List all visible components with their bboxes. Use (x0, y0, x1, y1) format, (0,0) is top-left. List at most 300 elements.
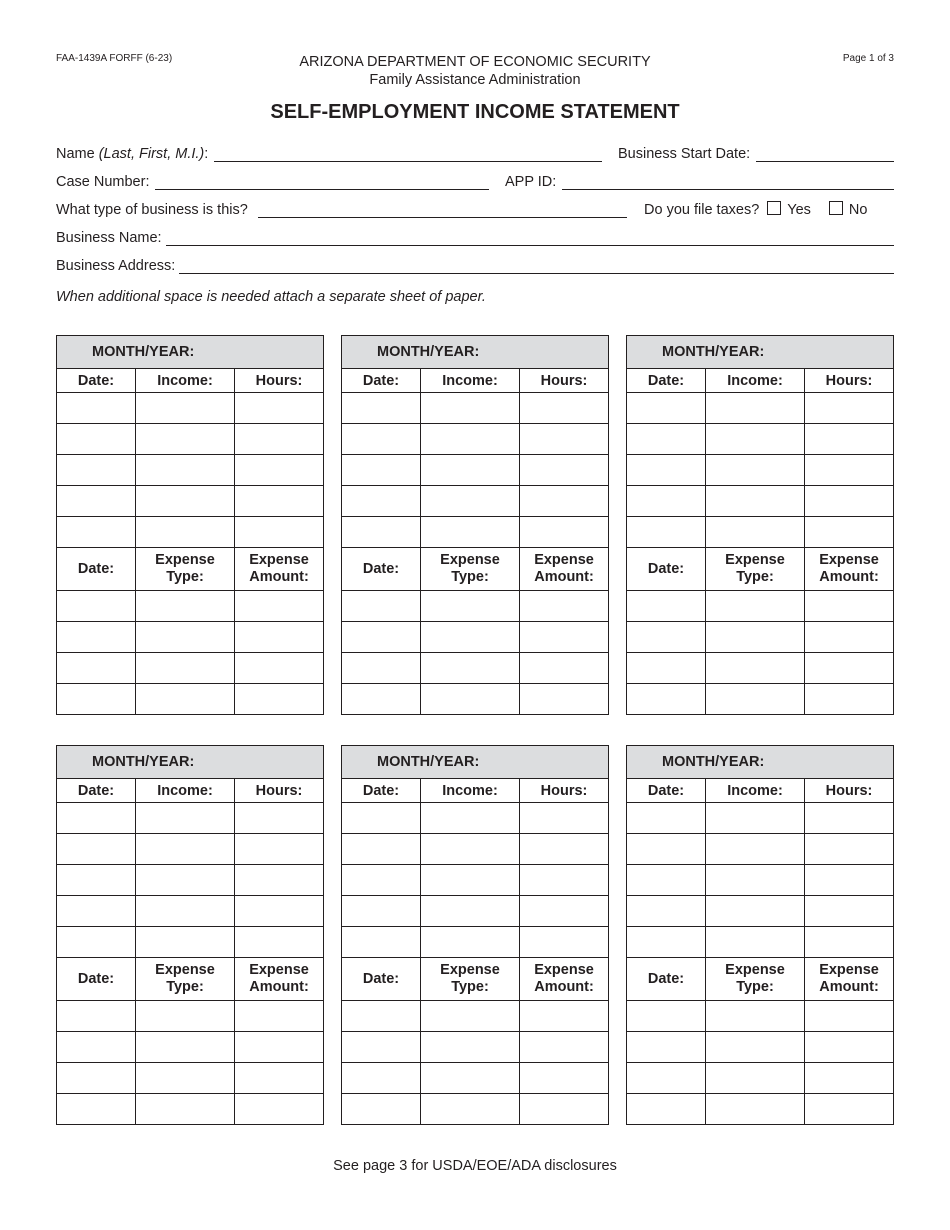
entry-cell[interactable] (805, 517, 894, 548)
expense-amount-column-header-line-1: Expense (819, 962, 879, 978)
entry-cell[interactable] (706, 393, 805, 424)
entry-cell[interactable] (235, 865, 324, 896)
file-taxes-field (644, 198, 894, 218)
entry-cell[interactable] (706, 896, 805, 927)
entry-cell[interactable] (57, 803, 136, 834)
entry-cell[interactable] (57, 896, 136, 927)
income-row (342, 865, 609, 896)
entry-cell[interactable] (136, 424, 235, 455)
entry-cell[interactable] (706, 865, 805, 896)
entry-cell[interactable] (235, 424, 324, 455)
entry-cell[interactable] (136, 803, 235, 834)
entry-cell[interactable] (342, 1063, 421, 1094)
expense-date-column-header: Date: (57, 548, 136, 591)
entry-cell[interactable] (706, 455, 805, 486)
entry-cell[interactable] (627, 834, 706, 865)
expense-amount-column-header-line-2: Amount: (534, 979, 594, 995)
entry-cell[interactable] (520, 517, 609, 548)
yes-checkbox[interactable] (767, 201, 781, 215)
entry-cell[interactable] (706, 834, 805, 865)
hours-column-header: Hours: (235, 779, 324, 803)
entry-cell[interactable] (421, 927, 520, 958)
entry-cell[interactable] (136, 896, 235, 927)
entry-cell[interactable] (421, 424, 520, 455)
entry-cell[interactable] (342, 393, 421, 424)
entry-cell[interactable] (136, 622, 235, 653)
entry-cell[interactable] (805, 591, 894, 622)
expense-row (57, 653, 324, 684)
expense-amount-column-header-line-2: Amount: (819, 979, 879, 995)
entry-cell[interactable] (57, 653, 136, 684)
income-row (57, 393, 324, 424)
expense-amount-column-header-line-2: Amount: (534, 569, 594, 585)
entry-cell[interactable] (136, 1032, 235, 1063)
name-hint: (Last, First, M.I.) (98, 146, 205, 162)
expense-row (342, 1032, 609, 1063)
entry-cell[interactable] (235, 927, 324, 958)
month-year-label: MONTH/YEAR: (342, 336, 609, 369)
entry-cell[interactable] (136, 684, 235, 715)
entry-cell[interactable] (627, 486, 706, 517)
entry-cell[interactable] (627, 455, 706, 486)
entry-cell[interactable] (706, 1001, 805, 1032)
entry-cell[interactable] (342, 834, 421, 865)
entry-cell[interactable] (520, 865, 609, 896)
name-field[interactable] (56, 142, 602, 162)
entry-cell[interactable] (706, 803, 805, 834)
entry-cell[interactable] (520, 393, 609, 424)
business-address-field[interactable] (56, 254, 894, 274)
entry-cell[interactable] (235, 1094, 324, 1125)
entry-cell[interactable] (706, 591, 805, 622)
entry-cell[interactable] (421, 1063, 520, 1094)
entry-cell[interactable] (57, 424, 136, 455)
date-column-header: Date: (342, 779, 421, 803)
form-code: FAA-1439A FORFF (6-23) (56, 53, 173, 64)
entry-cell[interactable] (57, 591, 136, 622)
month-block-1 (56, 335, 324, 715)
income-row (342, 424, 609, 455)
entry-cell[interactable] (57, 393, 136, 424)
income-row (342, 455, 609, 486)
expense-row (57, 1032, 324, 1063)
no-label: No (848, 202, 868, 218)
income-row (342, 834, 609, 865)
expense-row (627, 591, 894, 622)
entry-cell[interactable] (520, 684, 609, 715)
entry-cell[interactable] (57, 834, 136, 865)
expense-amount-column-header (520, 958, 609, 1001)
expense-row (627, 653, 894, 684)
month-block-6 (626, 745, 894, 1125)
app-id-input-line[interactable] (562, 175, 894, 190)
expense-amount-column-header (235, 958, 324, 1001)
entry-cell[interactable] (520, 896, 609, 927)
entry-cell[interactable] (235, 622, 324, 653)
month-block-4 (56, 745, 324, 1125)
month-block-3 (626, 335, 894, 715)
month-block-2 (341, 335, 609, 715)
entry-cell[interactable] (57, 1063, 136, 1094)
entry-cell[interactable] (520, 455, 609, 486)
entry-cell[interactable] (627, 622, 706, 653)
expense-type-column-header (706, 958, 805, 1001)
date-column-header: Date: (57, 369, 136, 393)
income-row (627, 896, 894, 927)
entry-cell[interactable] (627, 591, 706, 622)
entry-cell[interactable] (421, 591, 520, 622)
entry-cell[interactable] (520, 1063, 609, 1094)
entry-cell[interactable] (136, 517, 235, 548)
file-taxes-label: Do you file taxes? (644, 202, 760, 218)
entry-cell[interactable] (421, 622, 520, 653)
entry-cell[interactable] (706, 927, 805, 958)
entry-cell[interactable] (342, 653, 421, 684)
entry-cell[interactable] (342, 803, 421, 834)
entry-cell[interactable] (627, 424, 706, 455)
entry-cell[interactable] (627, 927, 706, 958)
entry-cell[interactable] (342, 927, 421, 958)
entry-cell[interactable] (235, 896, 324, 927)
month-block-5 (341, 745, 609, 1125)
entry-cell[interactable] (235, 517, 324, 548)
business-address-label: Business Address: (56, 258, 176, 274)
entry-cell[interactable] (520, 834, 609, 865)
entry-cell[interactable] (706, 424, 805, 455)
entry-cell[interactable] (520, 803, 609, 834)
income-row (627, 486, 894, 517)
entry-cell[interactable] (57, 517, 136, 548)
expense-row (627, 622, 894, 653)
additional-space-note: When additional space is needed attach a separate sheet of paper. (56, 289, 486, 305)
income-row (57, 486, 324, 517)
income-column-header: Income: (421, 779, 520, 803)
income-row (57, 834, 324, 865)
entry-cell[interactable] (706, 653, 805, 684)
income-row (627, 865, 894, 896)
entry-cell[interactable] (805, 424, 894, 455)
entry-cell[interactable] (706, 1032, 805, 1063)
entry-cell[interactable] (342, 424, 421, 455)
business-start-date-label: Business Start Date: (618, 146, 751, 162)
entry-cell[interactable] (520, 927, 609, 958)
entry-cell[interactable] (235, 393, 324, 424)
entry-cell[interactable] (235, 1063, 324, 1094)
expense-date-column-header: Date: (342, 548, 421, 591)
expense-amount-column-header (235, 548, 324, 591)
entry-cell[interactable] (136, 591, 235, 622)
income-row (342, 393, 609, 424)
entry-cell[interactable] (627, 1094, 706, 1125)
expense-row (342, 684, 609, 715)
entry-cell[interactable] (421, 517, 520, 548)
date-column-header: Date: (342, 369, 421, 393)
entry-cell[interactable] (627, 1001, 706, 1032)
month-year-label: MONTH/YEAR: (627, 336, 894, 369)
entry-cell[interactable] (805, 455, 894, 486)
expense-amount-column-header (520, 548, 609, 591)
expense-amount-column-header-line-2: Amount: (819, 569, 879, 585)
entry-cell[interactable] (57, 1094, 136, 1125)
entry-cell[interactable] (520, 424, 609, 455)
date-column-header: Date: (627, 779, 706, 803)
entry-cell[interactable] (627, 896, 706, 927)
expense-row (342, 653, 609, 684)
entry-cell[interactable] (136, 1094, 235, 1125)
entry-cell[interactable] (520, 1001, 609, 1032)
entry-cell[interactable] (805, 684, 894, 715)
income-row (342, 486, 609, 517)
income-row (627, 803, 894, 834)
entry-cell[interactable] (520, 1094, 609, 1125)
expense-row (627, 1032, 894, 1063)
expense-type-column-header (136, 548, 235, 591)
entry-cell[interactable] (627, 1063, 706, 1094)
entry-cell[interactable] (627, 653, 706, 684)
business-name-label: Business Name: (56, 230, 162, 246)
entry-cell[interactable] (706, 517, 805, 548)
entry-cell[interactable] (136, 865, 235, 896)
expense-row (342, 622, 609, 653)
expense-row (627, 1001, 894, 1032)
expense-amount-column-header (805, 548, 894, 591)
entry-cell[interactable] (136, 1001, 235, 1032)
entry-cell[interactable] (421, 684, 520, 715)
agency-header (0, 53, 950, 89)
entry-cell[interactable] (805, 1094, 894, 1125)
month-year-label: MONTH/YEAR: (57, 336, 324, 369)
entry-cell[interactable] (235, 803, 324, 834)
expense-type-column-header-line-2: Type: (166, 569, 204, 585)
entry-cell[interactable] (57, 927, 136, 958)
income-row (342, 927, 609, 958)
entry-cell[interactable] (706, 622, 805, 653)
expense-row (627, 1063, 894, 1094)
app-id-label: APP ID: (505, 174, 557, 190)
footer-disclosure: See page 3 for USDA/EOE/ADA disclosures (333, 1158, 617, 1174)
entry-cell[interactable] (627, 684, 706, 715)
entry-cell[interactable] (805, 622, 894, 653)
date-column-header: Date: (627, 369, 706, 393)
income-column-header: Income: (706, 779, 805, 803)
expense-type-column-header-line-2: Type: (166, 979, 204, 995)
entry-cell[interactable] (421, 653, 520, 684)
entry-cell[interactable] (627, 1032, 706, 1063)
business-name-field[interactable] (56, 226, 894, 246)
expense-amount-column-header-line-1: Expense (534, 552, 594, 568)
entry-cell[interactable] (342, 486, 421, 517)
entry-cell[interactable] (627, 865, 706, 896)
entry-cell[interactable] (136, 1063, 235, 1094)
entry-cell[interactable] (57, 1032, 136, 1063)
entry-cell[interactable] (805, 834, 894, 865)
expense-row (57, 1001, 324, 1032)
entry-cell[interactable] (57, 865, 136, 896)
expense-amount-column-header (805, 958, 894, 1001)
entry-cell[interactable] (342, 1032, 421, 1063)
income-row (57, 865, 324, 896)
expense-type-column-header-line-2: Type: (736, 569, 774, 585)
entry-cell[interactable] (421, 896, 520, 927)
entry-cell[interactable] (235, 591, 324, 622)
month-year-label: MONTH/YEAR: (57, 746, 324, 779)
app-id-field[interactable] (505, 170, 894, 190)
expense-type-column-header-line-1: Expense (155, 962, 215, 978)
entry-cell[interactable] (136, 653, 235, 684)
entry-cell[interactable] (520, 622, 609, 653)
expense-date-column-header: Date: (57, 958, 136, 1001)
entry-cell[interactable] (235, 684, 324, 715)
expense-type-column-header-line-1: Expense (155, 552, 215, 568)
business-type-input-line[interactable] (258, 203, 627, 218)
entry-cell[interactable] (342, 455, 421, 486)
expense-row (57, 591, 324, 622)
entry-cell[interactable] (136, 834, 235, 865)
entry-cell[interactable] (706, 486, 805, 517)
entry-cell[interactable] (421, 834, 520, 865)
income-column-header: Income: (136, 779, 235, 803)
expense-type-column-header (421, 548, 520, 591)
entry-cell[interactable] (805, 653, 894, 684)
hours-column-header: Hours: (520, 369, 609, 393)
expense-row (342, 1001, 609, 1032)
entry-cell[interactable] (342, 622, 421, 653)
entry-cell[interactable] (421, 1094, 520, 1125)
entry-cell[interactable] (627, 517, 706, 548)
income-row (627, 455, 894, 486)
expense-type-column-header-line-2: Type: (736, 979, 774, 995)
business-address-input-line[interactable] (179, 259, 894, 274)
business-start-date-field[interactable] (618, 142, 894, 162)
entry-cell[interactable] (136, 455, 235, 486)
entry-cell[interactable] (805, 865, 894, 896)
entry-cell[interactable] (805, 803, 894, 834)
income-row (627, 834, 894, 865)
entry-cell[interactable] (342, 591, 421, 622)
entry-cell[interactable] (805, 486, 894, 517)
entry-cell[interactable] (235, 455, 324, 486)
expense-type-column-header (706, 548, 805, 591)
expense-date-column-header: Date: (627, 548, 706, 591)
business-start-date-input-line[interactable] (756, 147, 894, 162)
entry-cell[interactable] (421, 1001, 520, 1032)
entry-cell[interactable] (342, 684, 421, 715)
entry-cell[interactable] (57, 684, 136, 715)
entry-cell[interactable] (235, 834, 324, 865)
expense-row (627, 684, 894, 715)
entry-cell[interactable] (136, 393, 235, 424)
entry-cell[interactable] (342, 517, 421, 548)
expense-row (57, 684, 324, 715)
expense-type-column-header-line-1: Expense (440, 552, 500, 568)
entry-cell[interactable] (706, 684, 805, 715)
entry-cell[interactable] (136, 927, 235, 958)
entry-cell[interactable] (805, 1063, 894, 1094)
entry-cell[interactable] (235, 1001, 324, 1032)
business-name-input-line[interactable] (166, 231, 894, 246)
entry-cell[interactable] (136, 486, 235, 517)
entry-cell[interactable] (57, 455, 136, 486)
entry-cell[interactable] (342, 896, 421, 927)
expense-amount-column-header-line-1: Expense (534, 962, 594, 978)
entry-cell[interactable] (421, 393, 520, 424)
entry-cell[interactable] (421, 486, 520, 517)
entry-cell[interactable] (235, 486, 324, 517)
entry-cell[interactable] (57, 486, 136, 517)
income-row (57, 455, 324, 486)
entry-cell[interactable] (235, 1032, 324, 1063)
income-column-header: Income: (421, 369, 520, 393)
entry-cell[interactable] (805, 1001, 894, 1032)
income-row (342, 896, 609, 927)
entry-cell[interactable] (57, 1001, 136, 1032)
name-input-line[interactable] (214, 147, 602, 162)
expense-amount-column-header-line-2: Amount: (249, 569, 309, 585)
entry-cell[interactable] (421, 455, 520, 486)
entry-cell[interactable] (520, 1032, 609, 1063)
no-checkbox[interactable] (829, 201, 843, 215)
income-row (57, 803, 324, 834)
entry-cell[interactable] (520, 486, 609, 517)
entry-cell[interactable] (520, 591, 609, 622)
hours-column-header: Hours: (520, 779, 609, 803)
entry-cell[interactable] (627, 803, 706, 834)
entry-cell[interactable] (342, 1001, 421, 1032)
entry-cell[interactable] (627, 393, 706, 424)
expense-type-column-header-line-2: Type: (451, 979, 489, 995)
expense-type-column-header (421, 958, 520, 1001)
entry-cell[interactable] (706, 1094, 805, 1125)
income-row (57, 896, 324, 927)
income-row (57, 424, 324, 455)
income-row (627, 393, 894, 424)
entry-cell[interactable] (235, 653, 324, 684)
entry-cell[interactable] (805, 393, 894, 424)
month-year-label: MONTH/YEAR: (342, 746, 609, 779)
entry-cell[interactable] (805, 927, 894, 958)
entry-cell[interactable] (421, 865, 520, 896)
entry-cell[interactable] (342, 865, 421, 896)
division-name: Family Assistance Administration (369, 72, 581, 88)
income-row (57, 517, 324, 548)
hours-column-header: Hours: (805, 779, 894, 803)
business-type-label: What type of business is this? (56, 202, 248, 218)
entry-cell[interactable] (520, 653, 609, 684)
expense-type-column-header (136, 958, 235, 1001)
entry-cell[interactable] (57, 622, 136, 653)
expense-type-column-header-line-1: Expense (440, 962, 500, 978)
income-row (342, 517, 609, 548)
entry-cell[interactable] (805, 896, 894, 927)
expense-date-column-header: Date: (342, 958, 421, 1001)
entry-cell[interactable] (805, 1032, 894, 1063)
entry-cell[interactable] (706, 1063, 805, 1094)
case-number-field[interactable] (56, 170, 489, 190)
business-type-field[interactable] (56, 198, 627, 218)
expense-row (57, 1063, 324, 1094)
date-column-header: Date: (57, 779, 136, 803)
income-column-header: Income: (136, 369, 235, 393)
income-row (57, 927, 324, 958)
entry-cell[interactable] (421, 1032, 520, 1063)
entry-cell[interactable] (421, 803, 520, 834)
name-label: Name (56, 146, 95, 162)
case-number-input-line[interactable] (155, 175, 489, 190)
expense-amount-column-header-line-2: Amount: (249, 979, 309, 995)
entry-cell[interactable] (342, 1094, 421, 1125)
yes-label: Yes (787, 202, 811, 218)
name-colon: : (204, 146, 209, 162)
